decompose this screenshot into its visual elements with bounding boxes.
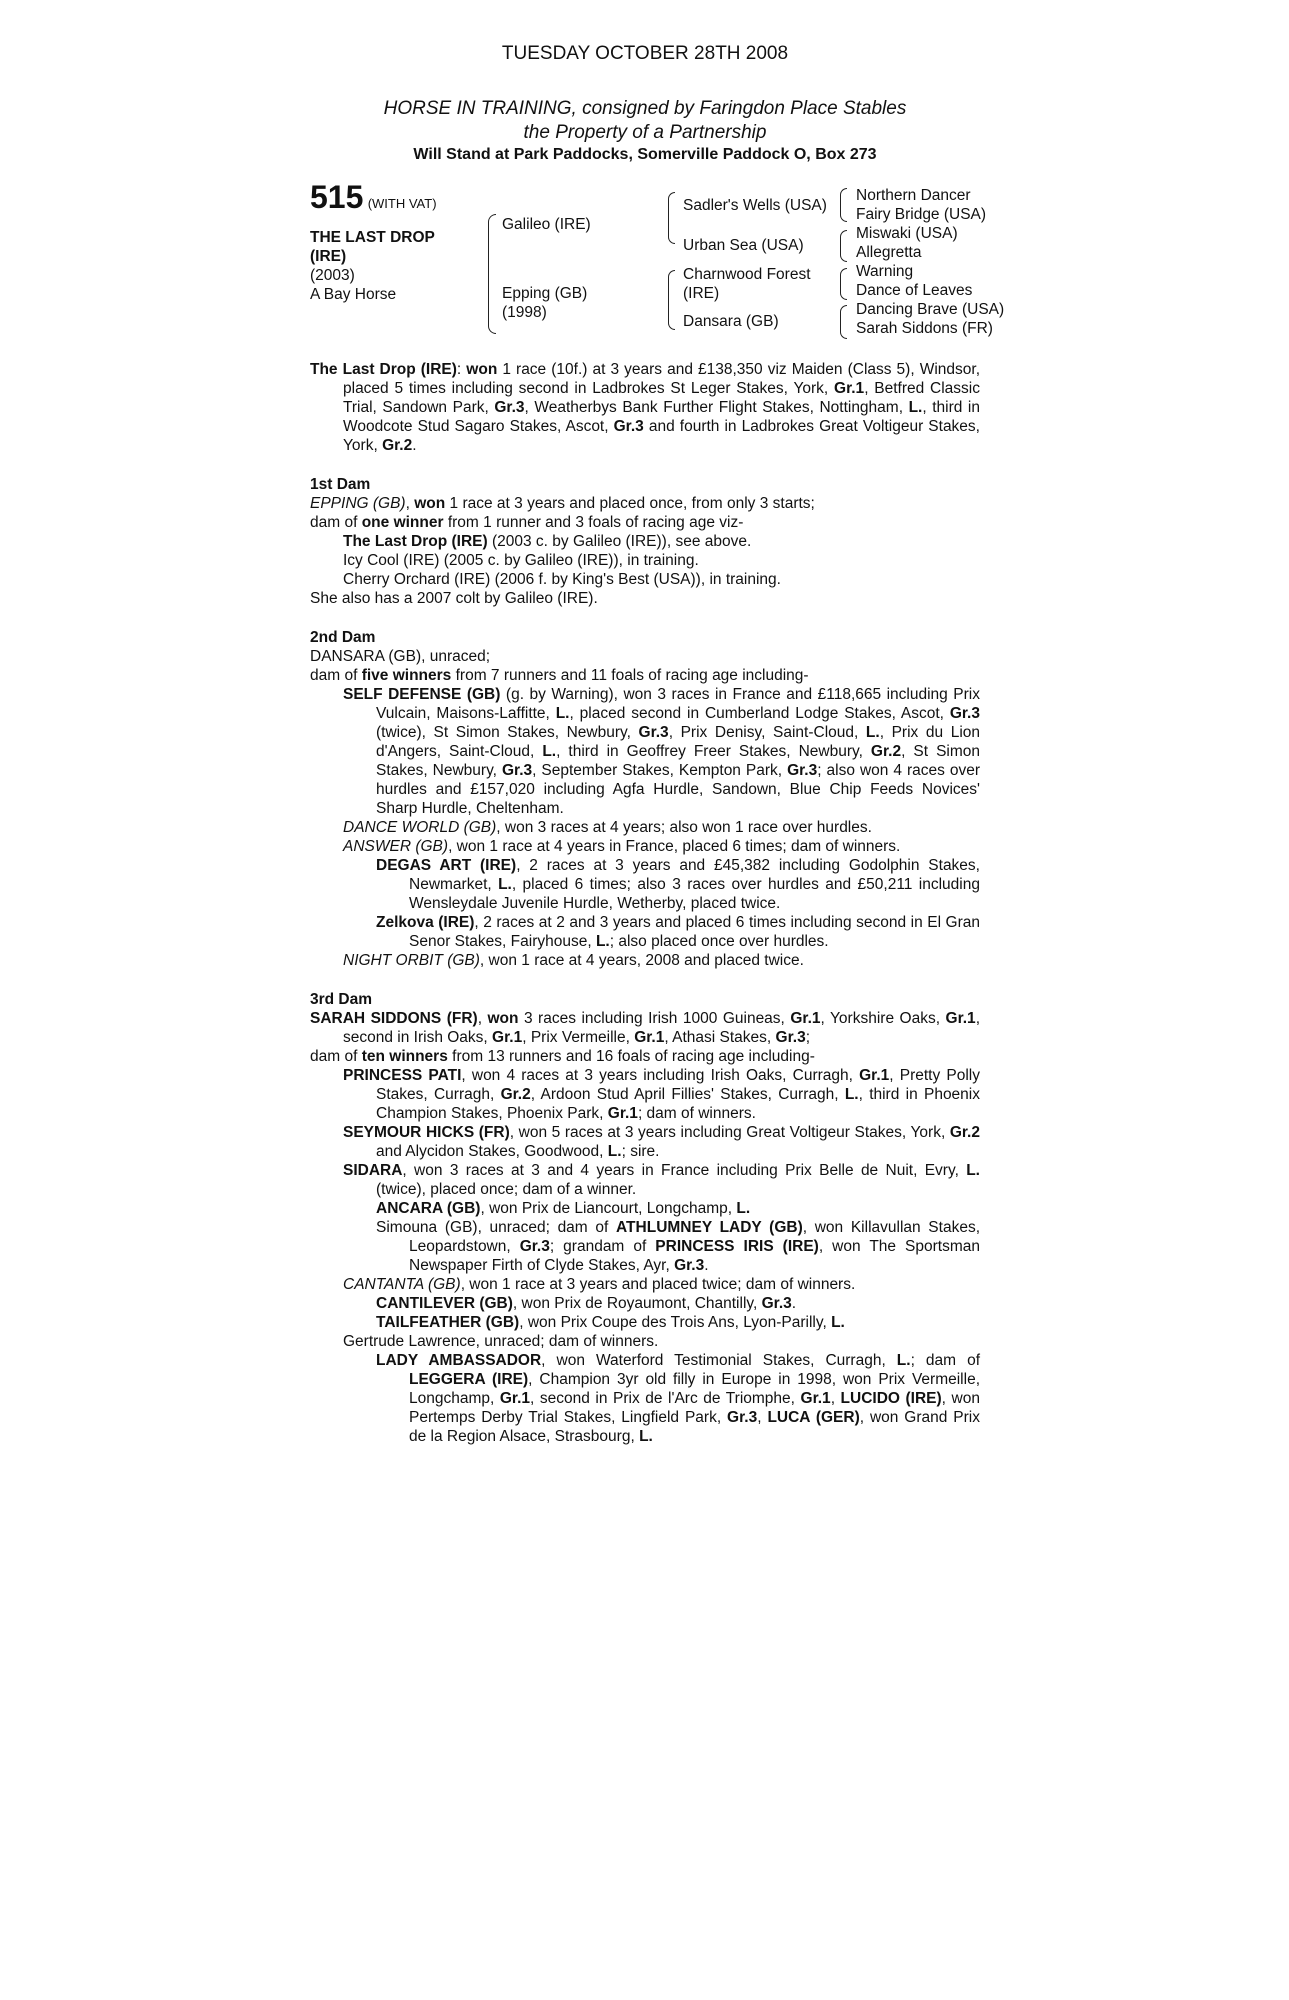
- produce-entry: DANCE WORLD (GB), won 3 races at 4 years; also won 1 race over hurdles.: [343, 819, 872, 836]
- dam-sire-country: (IRE): [683, 285, 720, 302]
- produce-entry: Gertrude Lawrence, unraced; dam of winners.: [343, 1333, 659, 1350]
- sire-dam: Urban Sea (USA): [683, 237, 804, 254]
- second-dam-heading: 2nd Dam: [310, 629, 376, 646]
- dam-year: (1998): [502, 304, 547, 321]
- produce-entry: Zelkova (IRE), 2 races at 2 and 3 years and placed 6 times including second in El Gran Senor Stakes, Fairyhouse, L.; also placed once over hurdles.: [376, 914, 980, 950]
- race-record: The Last Drop (IRE): won 1 race (10f.) at 3 years and £138,350 viz Maiden (Class 5), Windsor, placed 5 times including second in Ladbrokes St Leger Stakes, York, Gr.1, Betfred Classic Trial, Sandown Park, Gr.3, Weatherbys Bank Further Flight Stakes, Nottingham, L., third in Woodcote Stud Sagaro Stakes, Ascot, Gr.3 and fourth in Ladbrokes Great Voltigeur Stakes, York, Gr.2.: [310, 361, 981, 454]
- gg-8: Sarah Siddons (FR): [856, 320, 993, 337]
- sire: Galileo (IRE): [502, 216, 591, 233]
- first-dam-heading: 1st Dam: [310, 476, 371, 493]
- dam-sire: Charnwood Forest: [683, 266, 811, 283]
- pedigree-table: [310, 179, 1010, 348]
- produce-entry: SIDARA, won 3 races at 3 and 4 years in France including Prix Belle de Nuit, Evry, L. (twice), placed once; dam of a winner.: [343, 1162, 980, 1198]
- dam-entry: dam of ten winners from 13 runners and 16 foals of racing age including-: [310, 1048, 815, 1065]
- produce-entry: TAILFEATHER (GB), won Prix Coupe des Trois Ans, Lyon-Parilly, L.: [376, 1314, 845, 1331]
- pedigree-brace: [840, 188, 847, 222]
- produce-entry: NIGHT ORBIT (GB), won 1 race at 4 years, 2008 and placed twice.: [343, 952, 804, 969]
- produce-entry: CANTILEVER (GB), won Prix de Royaumont, Chantilly, Gr.3.: [376, 1295, 797, 1312]
- dam-entry: EPPING (GB), won 1 race at 3 years and placed once, from only 3 starts;: [310, 495, 815, 512]
- gg-1: Northern Dancer: [856, 187, 971, 204]
- horse-name: THE LAST DROP: [310, 229, 435, 246]
- produce-entry: PRINCESS PATI, won 4 races at 3 years including Irish Oaks, Curragh, Gr.1, Pretty Polly Stakes, Curragh, Gr.2, Ardoon Stud April Fillies' Stakes, Curragh, L., third in Phoenix Champion Stakes, Phoenix Park, Gr.1; dam of winners.: [343, 1067, 980, 1122]
- horse-year: (2003): [310, 267, 355, 284]
- gg-2: Fairy Bridge (USA): [856, 206, 987, 223]
- dam: Epping (GB): [502, 285, 588, 302]
- vat-note: (WITH VAT): [367, 196, 437, 211]
- horse-description: A Bay Horse: [310, 286, 397, 303]
- produce-entry: The Last Drop (IRE) (2003 c. by Galileo (IRE)), see above.: [343, 533, 752, 550]
- produce-entry: DEGAS ART (IRE), 2 races at 3 years and £45,382 including Godolphin Stakes, Newmarket, L., placed 6 times; also 3 races over hurdles and £50,211 including Wensleydale Juvenile Hurdle, Wetherby, placed twice.: [376, 857, 980, 912]
- gg-4: Allegretta: [856, 244, 922, 261]
- lot-heading: [310, 179, 437, 215]
- gg-6: Dance of Leaves: [856, 282, 973, 299]
- dam-entry: dam of five winners from 7 runners and 11 foals of racing age including-: [310, 667, 809, 684]
- third-dam-heading: 3rd Dam: [310, 991, 373, 1008]
- produce-entry: LADY AMBASSADOR, won Waterford Testimonial Stakes, Curragh, L.; dam of LEGGERA (IRE), Champion 3yr old filly in Europe in 1998, won Prix Vermeille, Longchamp, Gr.1, second in Prix de l'Arc de Triomphe, Gr.1, LUCIDO (IRE), won Pertemps Derby Trial Stakes, Lingfield Park, Gr.3, LUCA (GER), won Grand Prix de la Region Alsace, Strasbourg, L.: [376, 1352, 981, 1445]
- lot-number: 515: [310, 179, 364, 215]
- produce-entry: SELF DEFENSE (GB) (g. by Warning), won 3 races in France and £118,665 including Prix Vulcain, Maisons-Laffitte, L., placed second in Cumberland Lodge Stakes, Ascot, Gr.3 (twice), St Simon Stakes, Newbury, Gr.3, Prix Denisy, Saint-Cloud, L., Prix du Lion d'Angers, Saint-Cloud, L., third in Geoffrey Freer Stakes, Newbury, Gr.2, St Simon Stakes, Newbury, Gr.3, September Stakes, Kempton Park, Gr.3; also won 4 races over hurdles and £157,020 including Agfa Hurdle, Sandown, Blue Chip Feeds Novices' Sharp Hurdle, Cheltenham.: [343, 686, 981, 817]
- gg-7: Dancing Brave (USA): [856, 301, 1005, 318]
- pedigree-brace: [840, 230, 847, 262]
- sire-sire: Sadler's Wells (USA): [683, 197, 827, 214]
- consignor: HORSE IN TRAINING, consigned by Faringdon Place Stables: [383, 98, 907, 119]
- gg-3: Miswaki (USA): [856, 225, 958, 242]
- pedigree-brace: [840, 305, 847, 339]
- pedigree-brace: [668, 270, 675, 330]
- pedigree-brace: [668, 192, 675, 244]
- dam-entry: SARAH SIDDONS (FR), won 3 races including Irish 1000 Guineas, Gr.1, Yorkshire Oaks, Gr.1, second in Irish Oaks, Gr.1, Prix Vermeille, Gr.1, Athasi Stakes, Gr.3;: [310, 1010, 980, 1046]
- dam-dam: Dansara (GB): [683, 313, 779, 330]
- horse-country: (IRE): [310, 248, 347, 265]
- gg-5: Warning: [856, 263, 914, 280]
- dam-entry: dam of one winner from 1 runner and 3 foals of racing age viz-: [310, 514, 744, 531]
- pedigree-brace: [488, 214, 496, 334]
- sale-date: TUESDAY OCTOBER 28TH 2008: [501, 43, 789, 64]
- consignment-info: [310, 97, 980, 145]
- dam-entry: She also has a 2007 colt by Galileo (IRE).: [310, 590, 598, 607]
- produce-entry: Cherry Orchard (IRE) (2006 f. by King's Best (USA)), in training.: [343, 571, 781, 588]
- dam-entry: DANSARA (GB), unraced;: [310, 648, 491, 665]
- produce-entry: SEYMOUR HICKS (FR), won 5 races at 3 years including Great Voltigeur Stakes, York, Gr.2 and Alycidon Stakes, Goodwood, L.; sire.: [343, 1124, 980, 1160]
- produce-entry: ANCARA (GB), won Prix de Liancourt, Longchamp, L.: [376, 1200, 751, 1217]
- stand-location: Will Stand at Park Paddocks, Somerville Paddock O, Box 273: [413, 146, 877, 163]
- pedigree-brace: [840, 268, 847, 300]
- produce-entry: CANTANTA (GB), won 1 race at 3 years and placed twice; dam of winners.: [343, 1276, 856, 1293]
- property-line: the Property of a Partnership: [523, 122, 767, 143]
- produce-entry: Simouna (GB), unraced; dam of ATHLUMNEY LADY (GB), won Killavullan Stakes, Leopardstown, Gr.3; grandam of PRINCESS IRIS (IRE), won The Sportsman Newspaper Firth of Clyde Stakes, Ayr, Gr.3.: [376, 1219, 980, 1274]
- catalogue-text: [310, 360, 980, 1446]
- produce-entry: Icy Cool (IRE) (2005 c. by Galileo (IRE)), in training.: [343, 552, 699, 569]
- produce-entry: ANSWER (GB), won 1 race at 4 years in France, placed 6 times; dam of winners.: [343, 838, 901, 855]
